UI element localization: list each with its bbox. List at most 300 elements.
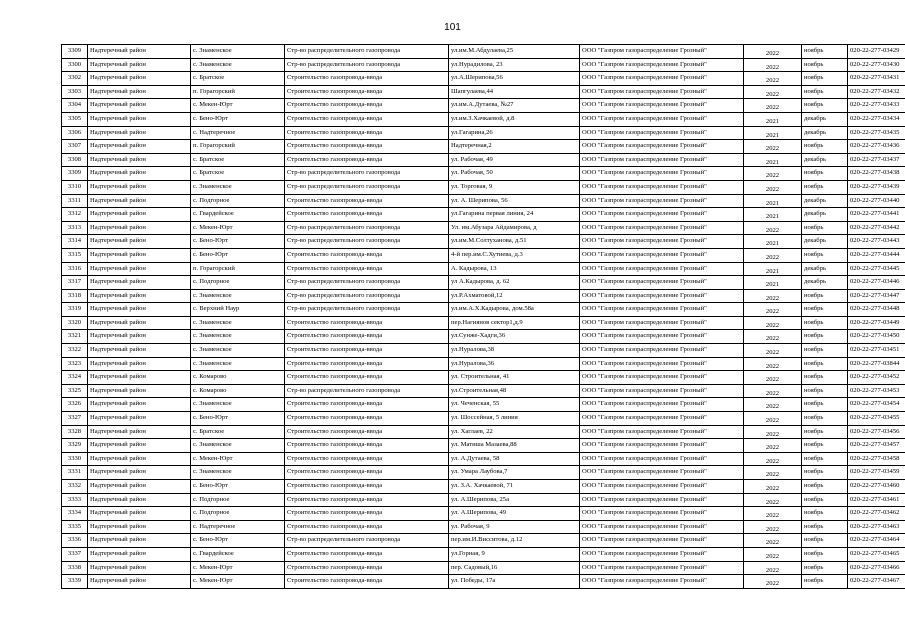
work-type-cell: Строительство газопровода-ввода xyxy=(285,262,449,276)
work-type-cell: Стр-во распределительного газопровода xyxy=(285,180,449,194)
settlement-cell: с. Знаменское xyxy=(191,45,285,59)
code-cell: 020-22-277-03440 xyxy=(848,194,905,208)
table-row xyxy=(62,194,905,208)
district-cell: Надтеречный район xyxy=(88,194,191,208)
work-type-cell: Стр-во распределительного газопровода xyxy=(285,45,449,59)
address-cell: 4-й пер.им.С.Хутиева, д.3 xyxy=(449,248,580,262)
work-type-cell: Строительство газопровода-ввода xyxy=(285,330,449,344)
organization-cell: ООО "Газпром газораспределение Грозный" xyxy=(580,330,744,344)
address-cell: пер.Нагиянов сектор1,д.9 xyxy=(449,316,580,330)
district-cell: Надтеречный район xyxy=(88,72,191,86)
address-cell: Шапгулаева,44 xyxy=(449,85,580,99)
district-cell: Надтеречный район xyxy=(88,208,191,222)
district-cell: Надтеречный район xyxy=(88,99,191,113)
district-cell: Надтеречный район xyxy=(88,289,191,303)
table-row xyxy=(62,235,905,249)
organization-cell: ООО "Газпром газораспределение Грозный" xyxy=(580,140,744,154)
work-type-cell: Строительство газопровода-ввода xyxy=(285,99,449,113)
settlement-cell: п. Горагорский xyxy=(191,140,285,154)
organization-cell: ООО "Газпром газораспределение Грозный" xyxy=(580,547,744,561)
row-number-cell: 3330 xyxy=(62,452,88,466)
work-type-cell: Строительство газопровода-ввода xyxy=(285,112,449,126)
month-cell: ноябрь xyxy=(802,45,848,59)
address-cell: Надтеречная,2 xyxy=(449,140,580,154)
address-cell: ул. А.Шерипова, 25а xyxy=(449,493,580,507)
district-cell: Надтеречный район xyxy=(88,507,191,521)
settlement-cell: с. Знаменское xyxy=(191,398,285,412)
month-cell: ноябрь xyxy=(802,439,848,453)
code-cell: 020-22-277-03453 xyxy=(848,384,905,398)
address-cell: ул.им.А.Дутаева, №27 xyxy=(449,99,580,113)
year-cell: 2022 xyxy=(744,575,802,589)
year-cell: 2022 xyxy=(744,330,802,344)
organization-cell: ООО "Газпром газораспределение Грозный" xyxy=(580,344,744,358)
district-cell: Надтеречный район xyxy=(88,221,191,235)
year-cell: 2022 xyxy=(744,72,802,86)
month-cell: декабрь xyxy=(802,276,848,290)
organization-cell: ООО "Газпром газораспределение Грозный" xyxy=(580,452,744,466)
organization-cell: ООО "Газпром газораспределение Грозный" xyxy=(580,303,744,317)
code-cell: 020-22-277-03432 xyxy=(848,85,905,99)
work-type-cell: Строительство газопровода-ввода xyxy=(285,507,449,521)
work-type-cell: Строительство газопровода-ввода xyxy=(285,126,449,140)
code-cell: 020-22-277-03467 xyxy=(848,575,905,589)
code-cell: 020-22-277-03451 xyxy=(848,344,905,358)
row-number-cell: 3313 xyxy=(62,221,88,235)
code-cell: 020-22-277-03459 xyxy=(848,466,905,480)
work-type-cell: Строительство газопровода-ввода xyxy=(285,208,449,222)
settlement-cell: с. Бено-Юрт xyxy=(191,112,285,126)
month-cell: ноябрь xyxy=(802,330,848,344)
district-cell: Надтеречный район xyxy=(88,425,191,439)
month-cell: ноябрь xyxy=(802,289,848,303)
code-cell: 020-22-277-03458 xyxy=(848,452,905,466)
code-cell: 020-22-277-03457 xyxy=(848,439,905,453)
district-cell: Надтеречный район xyxy=(88,384,191,398)
settlement-cell: с. Верхний Наур xyxy=(191,303,285,317)
year-cell: 2022 xyxy=(744,384,802,398)
table-row xyxy=(62,425,905,439)
row-number-cell: 3329 xyxy=(62,439,88,453)
work-type-cell: Строительство газопровода-ввода xyxy=(285,493,449,507)
table-row xyxy=(62,493,905,507)
settlement-cell: с. Надтеречное xyxy=(191,126,285,140)
month-cell: ноябрь xyxy=(802,534,848,548)
month-cell: ноябрь xyxy=(802,357,848,371)
year-cell: 2022 xyxy=(744,45,802,59)
table-row xyxy=(62,330,905,344)
settlement-cell: с. Мекен-Юрт xyxy=(191,99,285,113)
row-number-cell: 3316 xyxy=(62,262,88,276)
district-cell: Надтеречный район xyxy=(88,303,191,317)
settlement-cell: с. Гвардейское xyxy=(191,547,285,561)
year-cell: 2021 xyxy=(744,153,802,167)
month-cell: ноябрь xyxy=(802,371,848,385)
work-type-cell: Строительство газопровода-ввода xyxy=(285,439,449,453)
work-type-cell: Строительство газопровода-ввода xyxy=(285,85,449,99)
table-row xyxy=(62,412,905,426)
table-row xyxy=(62,547,905,561)
settlement-cell: с. Комарово xyxy=(191,371,285,385)
address-cell: ул. А.Дутаева, 58 xyxy=(449,452,580,466)
row-number-cell: 3326 xyxy=(62,398,88,412)
month-cell: ноябрь xyxy=(802,452,848,466)
month-cell: ноябрь xyxy=(802,425,848,439)
month-cell: ноябрь xyxy=(802,248,848,262)
code-cell: 020-22-277-03430 xyxy=(848,58,905,72)
district-cell: Надтеречный район xyxy=(88,412,191,426)
year-cell: 2022 xyxy=(744,99,802,113)
month-cell: ноябрь xyxy=(802,167,848,181)
month-cell: декабрь xyxy=(802,262,848,276)
code-cell: 020-22-277-03435 xyxy=(848,126,905,140)
address-cell: ул.им.М.Абдулаева,25 xyxy=(449,45,580,59)
address-cell: ул. Умара Лаубова,7 xyxy=(449,466,580,480)
row-number-cell: 3310 xyxy=(62,180,88,194)
work-type-cell: Стр-во распределительного газопровода xyxy=(285,235,449,249)
year-cell: 2021 xyxy=(744,194,802,208)
table-row xyxy=(62,575,905,589)
work-type-cell: Строительство газопровода-ввода xyxy=(285,371,449,385)
year-cell: 2022 xyxy=(744,344,802,358)
settlement-cell: с. Знаменское xyxy=(191,344,285,358)
work-type-cell: Строительство газопровода-ввода xyxy=(285,153,449,167)
code-cell: 020-22-277-03844 xyxy=(848,357,905,371)
work-type-cell: Строительство газопровода-ввода xyxy=(285,520,449,534)
table-row xyxy=(62,534,905,548)
table-row xyxy=(62,561,905,575)
table-row xyxy=(62,72,905,86)
row-number-cell: 3320 xyxy=(62,316,88,330)
row-number-cell: 3312 xyxy=(62,208,88,222)
code-cell: 020-22-277-03433 xyxy=(848,99,905,113)
row-number-cell: 3335 xyxy=(62,520,88,534)
table-row xyxy=(62,140,905,154)
address-cell: ул.Гагарина первая линия, 24 xyxy=(449,208,580,222)
month-cell: декабрь xyxy=(802,235,848,249)
district-cell: Надтеречный район xyxy=(88,398,191,412)
organization-cell: ООО "Газпром газораспределение Грозный" xyxy=(580,58,744,72)
month-cell: ноябрь xyxy=(802,316,848,330)
month-cell: ноябрь xyxy=(802,344,848,358)
work-type-cell: Стр-во распределительного газопровода xyxy=(285,289,449,303)
address-cell: ул.Сунже-Хадги,36 xyxy=(449,330,580,344)
address-cell: Ул. им.Абузара Айдамирова, д xyxy=(449,221,580,235)
address-cell: А. Кадырова, 13 xyxy=(449,262,580,276)
settlement-cell: с. Мекен-Юрт xyxy=(191,452,285,466)
year-cell: 2022 xyxy=(744,534,802,548)
address-cell: ул. Победы, 17а xyxy=(449,575,580,589)
table-row xyxy=(62,180,905,194)
settlement-cell: с. Братское xyxy=(191,72,285,86)
table-row xyxy=(62,480,905,494)
month-cell: ноябрь xyxy=(802,575,848,589)
month-cell: ноябрь xyxy=(802,466,848,480)
organization-cell: ООО "Газпром газораспределение Грозный" xyxy=(580,208,744,222)
row-number-cell: 3319 xyxy=(62,303,88,317)
code-cell: 020-22-277-03444 xyxy=(848,248,905,262)
year-cell: 2021 xyxy=(744,208,802,222)
code-cell: 020-22-277-03461 xyxy=(848,493,905,507)
organization-cell: ООО "Газпром газораспределение Грозный" xyxy=(580,425,744,439)
row-number-cell: 3311 xyxy=(62,194,88,208)
code-cell: 020-22-277-03448 xyxy=(848,303,905,317)
code-cell: 020-22-277-03439 xyxy=(848,180,905,194)
organization-cell: ООО "Газпром газораспределение Грозный" xyxy=(580,316,744,330)
year-cell: 2022 xyxy=(744,167,802,181)
row-number-cell: 3307 xyxy=(62,140,88,154)
code-cell: 020-22-277-03441 xyxy=(848,208,905,222)
work-type-cell: Строительство газопровода-ввода xyxy=(285,140,449,154)
organization-cell: ООО "Газпром газораспределение Грозный" xyxy=(580,398,744,412)
organization-cell: ООО "Газпром газораспределение Грозный" xyxy=(580,45,744,59)
work-type-cell: Строительство газопровода-ввода xyxy=(285,316,449,330)
row-number-cell: 3308 xyxy=(62,153,88,167)
work-type-cell: Строительство газопровода-ввода xyxy=(285,480,449,494)
code-cell: 020-22-277-03464 xyxy=(848,534,905,548)
settlement-cell: с. Мекен-Юрт xyxy=(191,561,285,575)
month-cell: декабрь xyxy=(802,153,848,167)
address-cell: ул.Горная, 9 xyxy=(449,547,580,561)
organization-cell: ООО "Газпром газораспределение Грозный" xyxy=(580,262,744,276)
month-cell: ноябрь xyxy=(802,480,848,494)
month-cell: декабрь xyxy=(802,194,848,208)
district-cell: Надтеречный район xyxy=(88,480,191,494)
address-cell: пер. Садовый,16 xyxy=(449,561,580,575)
row-number-cell: 3318 xyxy=(62,289,88,303)
code-cell: 020-22-277-03429 xyxy=(848,45,905,59)
year-cell: 2021 xyxy=(744,126,802,140)
code-cell: 020-22-277-03455 xyxy=(848,412,905,426)
organization-cell: ООО "Газпром газораспределение Грозный" xyxy=(580,276,744,290)
row-number-cell: 3303 xyxy=(62,85,88,99)
settlement-cell: с. Подгорное xyxy=(191,194,285,208)
settlement-cell: с. Бено-Юрт xyxy=(191,235,285,249)
district-cell: Надтеречный район xyxy=(88,248,191,262)
district-cell: Надтеречный район xyxy=(88,262,191,276)
row-number-cell: 3331 xyxy=(62,466,88,480)
month-cell: ноябрь xyxy=(802,507,848,521)
work-type-cell: Строительство газопровода-ввода xyxy=(285,398,449,412)
organization-cell: ООО "Газпром газораспределение Грозный" xyxy=(580,126,744,140)
settlement-cell: п. Горагорский xyxy=(191,262,285,276)
district-cell: Надтеречный район xyxy=(88,153,191,167)
year-cell: 2022 xyxy=(744,439,802,453)
district-cell: Надтеречный район xyxy=(88,520,191,534)
district-cell: Надтеречный район xyxy=(88,547,191,561)
address-cell: ул. Рабочая, 9 xyxy=(449,520,580,534)
year-cell: 2022 xyxy=(744,547,802,561)
organization-cell: ООО "Газпром газораспределение Грозный" xyxy=(580,520,744,534)
address-cell: ул. А.Шерипова, 49 xyxy=(449,507,580,521)
table-row xyxy=(62,316,905,330)
address-cell: ул. Матиша Мазаева,88 xyxy=(449,439,580,453)
row-number-cell: 3309 xyxy=(62,167,88,181)
settlement-cell: с. Знаменское xyxy=(191,466,285,480)
work-type-cell: Строительство газопровода-ввода xyxy=(285,425,449,439)
work-type-cell: Строительство газопровода-ввода xyxy=(285,248,449,262)
settlement-cell: с. Подгорное xyxy=(191,507,285,521)
organization-cell: ООО "Газпром газораспределение Грозный" xyxy=(580,167,744,181)
code-cell: 020-22-277-03434 xyxy=(848,112,905,126)
table-row xyxy=(62,221,905,235)
row-number-cell: 3336 xyxy=(62,534,88,548)
row-number-cell: 3327 xyxy=(62,412,88,426)
row-number-cell: 3317 xyxy=(62,276,88,290)
table-row xyxy=(62,452,905,466)
address-cell: ул.Нуралова,38 xyxy=(449,344,580,358)
month-cell: ноябрь xyxy=(802,85,848,99)
code-cell: 020-22-277-03443 xyxy=(848,235,905,249)
work-type-cell: Строительство газопровода-ввода xyxy=(285,547,449,561)
table-row xyxy=(62,371,905,385)
settlement-cell: с. Бено-Юрт xyxy=(191,248,285,262)
district-cell: Надтеречный район xyxy=(88,452,191,466)
code-cell: 020-22-277-03454 xyxy=(848,398,905,412)
settlement-cell: с. Бено-Юрт xyxy=(191,534,285,548)
code-cell: 020-22-277-03456 xyxy=(848,425,905,439)
work-type-cell: Строительство газопровода-ввода xyxy=(285,412,449,426)
year-cell: 2022 xyxy=(744,452,802,466)
year-cell: 2022 xyxy=(744,507,802,521)
code-cell: 020-22-277-03445 xyxy=(848,262,905,276)
organization-cell: ООО "Газпром газораспределение Грозный" xyxy=(580,561,744,575)
month-cell: ноябрь xyxy=(802,412,848,426)
district-cell: Надтеречный район xyxy=(88,58,191,72)
table-row xyxy=(62,248,905,262)
month-cell: декабрь xyxy=(802,126,848,140)
row-number-cell: 3332 xyxy=(62,480,88,494)
month-cell: ноябрь xyxy=(802,72,848,86)
settlement-cell: с. Знаменское xyxy=(191,289,285,303)
organization-cell: ООО "Газпром газораспределение Грозный" xyxy=(580,289,744,303)
settlement-cell: с. Знаменское xyxy=(191,180,285,194)
year-cell: 2022 xyxy=(744,85,802,99)
organization-cell: ООО "Газпром газораспределение Грозный" xyxy=(580,439,744,453)
organization-cell: ООО "Газпром газораспределение Грозный" xyxy=(580,85,744,99)
table-row xyxy=(62,466,905,480)
month-cell: декабрь xyxy=(802,208,848,222)
table-row xyxy=(62,357,905,371)
address-cell: ул.Гагарина,26 xyxy=(449,126,580,140)
district-cell: Надтеречный район xyxy=(88,276,191,290)
row-number-cell: 3302 xyxy=(62,72,88,86)
address-cell: пер.им.И.Висситова, д.12 xyxy=(449,534,580,548)
month-cell: ноябрь xyxy=(802,303,848,317)
settlement-cell: с. Знаменское xyxy=(191,316,285,330)
district-cell: Надтеречный район xyxy=(88,575,191,589)
district-cell: Надтеречный район xyxy=(88,466,191,480)
organization-cell: ООО "Газпром газораспределение Грозный" xyxy=(580,235,744,249)
row-number-cell: 3322 xyxy=(62,344,88,358)
row-number-cell: 3304 xyxy=(62,99,88,113)
address-cell: ул.Нурадилова, 23 xyxy=(449,58,580,72)
address-cell: ул. Хаглаев, 22 xyxy=(449,425,580,439)
work-type-cell: Строительство газопровода-ввода xyxy=(285,357,449,371)
row-number-cell: 3300 xyxy=(62,58,88,72)
address-cell: ул. Строительная, 41 xyxy=(449,371,580,385)
code-cell: 020-22-277-03447 xyxy=(848,289,905,303)
row-number-cell: 3315 xyxy=(62,248,88,262)
settlement-cell: с. Бено-Юрт xyxy=(191,480,285,494)
year-cell: 2022 xyxy=(744,480,802,494)
row-number-cell: 3328 xyxy=(62,425,88,439)
year-cell: 2021 xyxy=(744,276,802,290)
table-row xyxy=(62,276,905,290)
organization-cell: ООО "Газпром газораспределение Грозный" xyxy=(580,507,744,521)
organization-cell: ООО "Газпром газораспределение Грозный" xyxy=(580,534,744,548)
organization-cell: ООО "Газпром газораспределение Грозный" xyxy=(580,72,744,86)
code-cell: 020-22-277-03431 xyxy=(848,72,905,86)
work-type-cell: Стр-во распределительного газопровода xyxy=(285,384,449,398)
district-cell: Надтеречный район xyxy=(88,126,191,140)
organization-cell: ООО "Газпром газораспределение Грозный" xyxy=(580,384,744,398)
row-number-cell: 3324 xyxy=(62,371,88,385)
district-cell: Надтеречный район xyxy=(88,357,191,371)
address-cell: ул А.Кадырова, д. 62 xyxy=(449,276,580,290)
code-cell: 020-22-277-03436 xyxy=(848,140,905,154)
organization-cell: ООО "Газпром газораспределение Грозный" xyxy=(580,99,744,113)
work-type-cell: Строительство газопровода-ввода xyxy=(285,72,449,86)
table-row xyxy=(62,289,905,303)
month-cell: декабрь xyxy=(802,112,848,126)
row-number-cell: 3321 xyxy=(62,330,88,344)
month-cell: ноябрь xyxy=(802,384,848,398)
code-cell: 020-22-277-03460 xyxy=(848,480,905,494)
table-row xyxy=(62,85,905,99)
work-type-cell: Стр-во распределительного газопровода xyxy=(285,167,449,181)
settlement-cell: с. Братское xyxy=(191,167,285,181)
month-cell: ноябрь xyxy=(802,180,848,194)
table-row xyxy=(62,344,905,358)
organization-cell: ООО "Газпром газораспределение Грозный" xyxy=(580,371,744,385)
organization-cell: ООО "Газпром газораспределение Грозный" xyxy=(580,153,744,167)
row-number-cell: 3333 xyxy=(62,493,88,507)
organization-cell: ООО "Газпром газораспределение Грозный" xyxy=(580,575,744,589)
settlement-cell: с. Знаменское xyxy=(191,357,285,371)
month-cell: ноябрь xyxy=(802,221,848,235)
table-row xyxy=(62,45,905,59)
address-cell: ул. З.А. Хачкаевой, 71 xyxy=(449,480,580,494)
table-row xyxy=(62,439,905,453)
records-table xyxy=(61,44,905,589)
table-row xyxy=(62,58,905,72)
table-row xyxy=(62,99,905,113)
table-row xyxy=(62,153,905,167)
row-number-cell: 3305 xyxy=(62,112,88,126)
settlement-cell: с. Мекен-Юрт xyxy=(191,575,285,589)
settlement-cell: с. Бено-Юрт xyxy=(191,412,285,426)
work-type-cell: Строительство газопровода-ввода xyxy=(285,466,449,480)
month-cell: ноябрь xyxy=(802,547,848,561)
table-row xyxy=(62,126,905,140)
district-cell: Надтеречный район xyxy=(88,330,191,344)
district-cell: Надтеречный район xyxy=(88,316,191,330)
code-cell: 020-22-277-03449 xyxy=(848,316,905,330)
year-cell: 2022 xyxy=(744,58,802,72)
row-number-cell: 3323 xyxy=(62,357,88,371)
district-cell: Надтеречный район xyxy=(88,85,191,99)
row-number-cell: 3339 xyxy=(62,575,88,589)
organization-cell: ООО "Газпром газораспределение Грозный" xyxy=(580,194,744,208)
page-number: 101 xyxy=(444,22,461,33)
code-cell: 020-22-277-03442 xyxy=(848,221,905,235)
settlement-cell: с. Знаменское xyxy=(191,439,285,453)
organization-cell: ООО "Газпром газораспределение Грозный" xyxy=(580,412,744,426)
code-cell: 020-22-277-03465 xyxy=(848,547,905,561)
year-cell: 2022 xyxy=(744,357,802,371)
address-cell: ул. Чеченская, 55 xyxy=(449,398,580,412)
